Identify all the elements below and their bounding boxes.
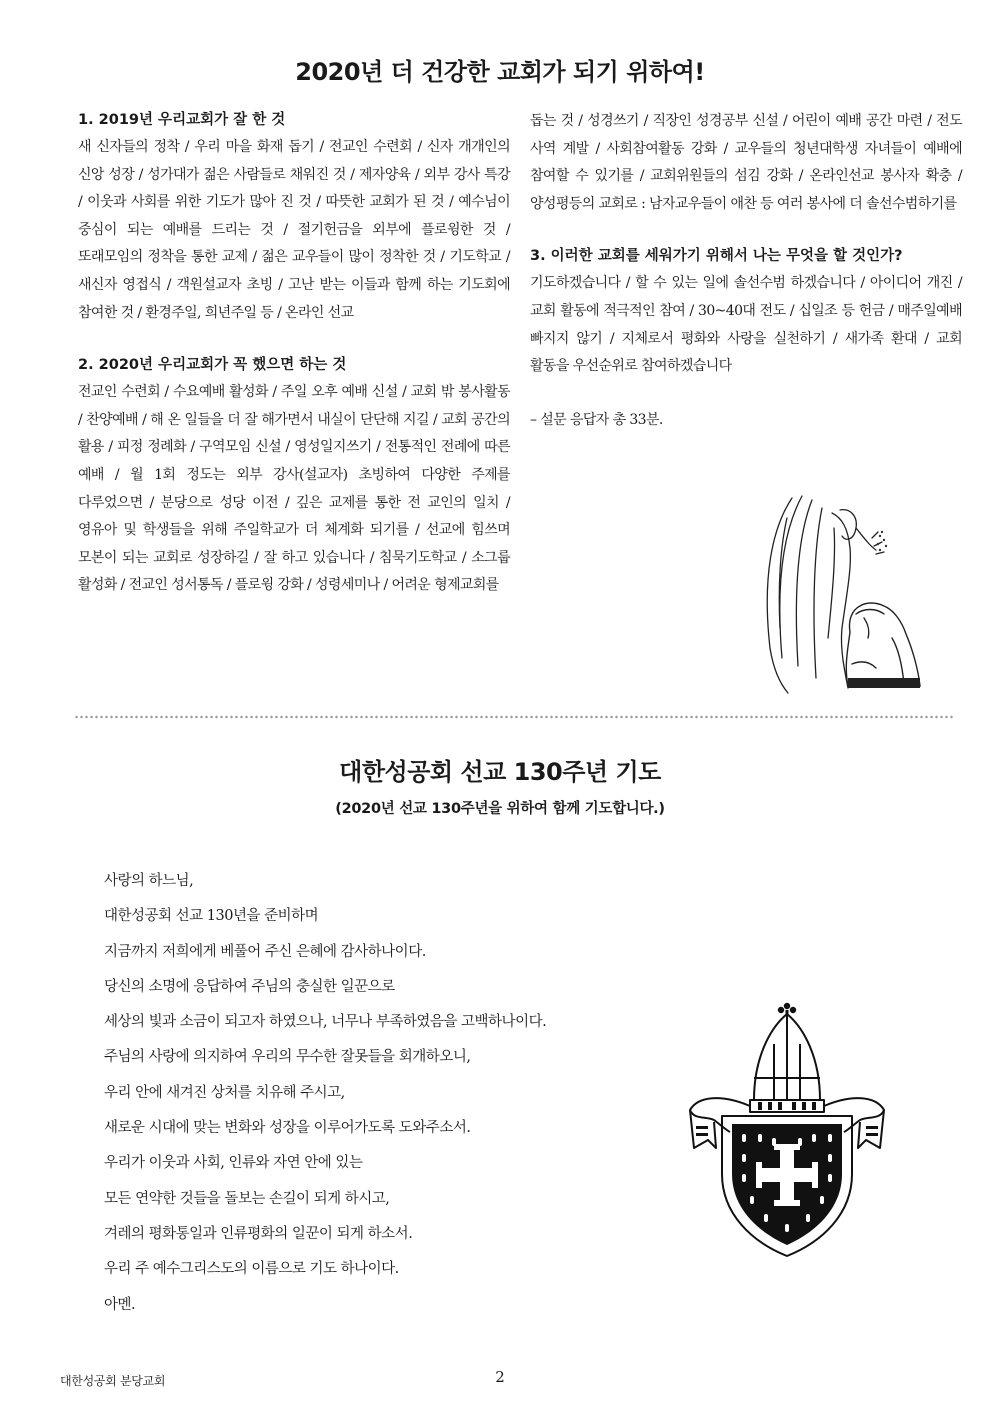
section-divider — [74, 714, 954, 720]
prayer-title: 대한성공회 선교 130주년 기도 — [339, 758, 661, 786]
prayer-line: 대한성공회 선교 130년을 준비하며 — [104, 908, 319, 925]
survey-left-column — [78, 108, 510, 600]
section-1-body: 새 신자들의 정착 / 우리 마을 화재 돕기 / 전교인 수련회 / 신자 개개인의 신앙 성장 / 성가대가 젊은 사람들로 채워진 것 / 제자양육 / 외부 강사 특강 / 이웃과 사회를 위한 기도가 많아 진 것 / 따뜻한 교회가 된 것 / 예수님이 중심이 되는 예배를 드리는 것 / 절기헌금을 외부에 플로윙한 것 / 또래모임의 정착을 통한 교제 / 젊은 교우들이 많이 정착한 것 / 기도학교 / 새신자 영접식 / 객원설교자 초빙 / 고난 받는 이들과 함께 하는 기도회에 참여한 것 / 환경주일, 희년주일 등 / 온라인 선교 — [78, 139, 510, 321]
section-3-body: 기도하겠습니다 / 할 수 있는 일에 솔선수범 하겠습니다 / 아이디어 개진 / 교회 활동에 적극적인 참여 / 30~40대 전도 / 십일조 등 헌금 / 매주일예배 빠지지 않기 / 지체로서 평화와 사랑을 실천하기 / 새가족 환대 / 교회 활동을 우선순위로 참여하겠습니다 — [530, 275, 962, 375]
section-2-body-continued: 돕는 것 / 성경쓰기 / 직장인 성경공부 신설 / 어린이 예배 공간 마련 / 전도 사역 계발 / 사회참여활동 강화 / 교우들의 청년대학생 자녀들이 예배에 참여할 수 있기를 / 교회위원들의 섬김 강화 / 온라인선교 봉사자 확충 / 양성평등의 교회로 : 남자교우들이 애찬 등 여러 봉사에 더 솔선수범하기를 — [530, 113, 962, 212]
prayer-line: 새로운 시대에 맞는 변화와 성장을 이루어가도록 도와주소서. — [104, 1120, 471, 1137]
prayer-line: 당신의 소명에 응답하여 주님의 충실한 일꾼으로 — [104, 978, 395, 995]
prayer-line: 주님의 사랑에 의지하여 우리의 무수한 잘못들을 회개하오니, — [104, 1049, 471, 1066]
section-gap — [78, 327, 510, 353]
prayer-line: 겨레의 평화통일과 인류평화의 일꾼이 되게 하소서. — [104, 1225, 413, 1242]
annunciation-illustration — [752, 488, 952, 698]
prayer-line: 지금까지 저희에게 베풀어 주신 은혜에 감사하나이다. — [104, 943, 426, 960]
section-2-body: 전교인 수련회 / 수요예배 활성화 / 주일 오후 예배 신설 / 교회 밖 봉사활동 / 찬양예배 / 해 온 일들을 더 잘 해가면서 내실이 단단해 지길 / 교회 공간의 활용 / 피정 정례화 / 구역모임 신설 / 영성일지쓰기 / 전통적인 전례에 따른 예배 / 월 1회 정도는 외부 강사(설교자) 초빙하여 다양한 주제를 다루었으면 / 분당으로 성당 이전 / 깊은 교제를 통한 전 교인의 일치 / 영유아 및 학생들을 위해 주일학교가 더 체계화 되기를 / 선교에 힘쓰며 모본이 되는 교회로 성장하길 / 잘 하고 있습니다 / 침묵기도학교 / 소그룹 활성화 / 전교인 성서통독 / 플로윙 강화 / 성령세미나 / 어려운 형제교회를 — [78, 384, 510, 594]
prayer-line: 사랑의 하느님, — [104, 873, 194, 889]
prayer-line: 우리 주 예수그리스도의 이름으로 기도 하나이다. — [104, 1261, 399, 1278]
prayer-line: 모든 연약한 것들을 돌보는 손길이 되게 하시고, — [104, 1190, 390, 1207]
prayer-subtitle: (2020년 선교 130주년을 위하여 함께 기도합니다.) — [335, 801, 665, 817]
prayer-line: 우리가 이웃과 사회, 인류와 자연 안에 있는 — [104, 1155, 363, 1172]
prayer-line: 우리 안에 새겨진 상처를 치유해 주시고, — [104, 1084, 345, 1101]
page-title: 2020년 더 건강한 교회가 되기 위하여! — [295, 58, 705, 86]
diocese-crest-icon — [682, 998, 892, 1260]
prayer-line: 세상의 빛과 소금이 되고자 하였으나, 너무나 부족하였음을 고백하나이다. — [104, 1014, 547, 1031]
section-1-heading: 1. 2019년 우리교회가 잘 한 것 — [78, 112, 286, 128]
page-number: 2 — [495, 1368, 505, 1386]
section-2-heading: 2. 2020년 우리교회가 꼭 했으면 하는 것 — [78, 357, 347, 374]
section-gap — [530, 218, 962, 244]
survey-respondent-note: – 설문 응답자 총 33분. — [530, 411, 663, 428]
section-3-heading: 3. 이러한 교회를 세워가기 위해서 나는 무엇을 할 것인가? — [530, 248, 903, 265]
prayer-text — [104, 864, 644, 1323]
prayer-line: 아멘. — [104, 1296, 136, 1313]
survey-right-column — [530, 108, 962, 434]
footer-church-name: 대한성공회 분당교회 — [60, 1374, 166, 1388]
